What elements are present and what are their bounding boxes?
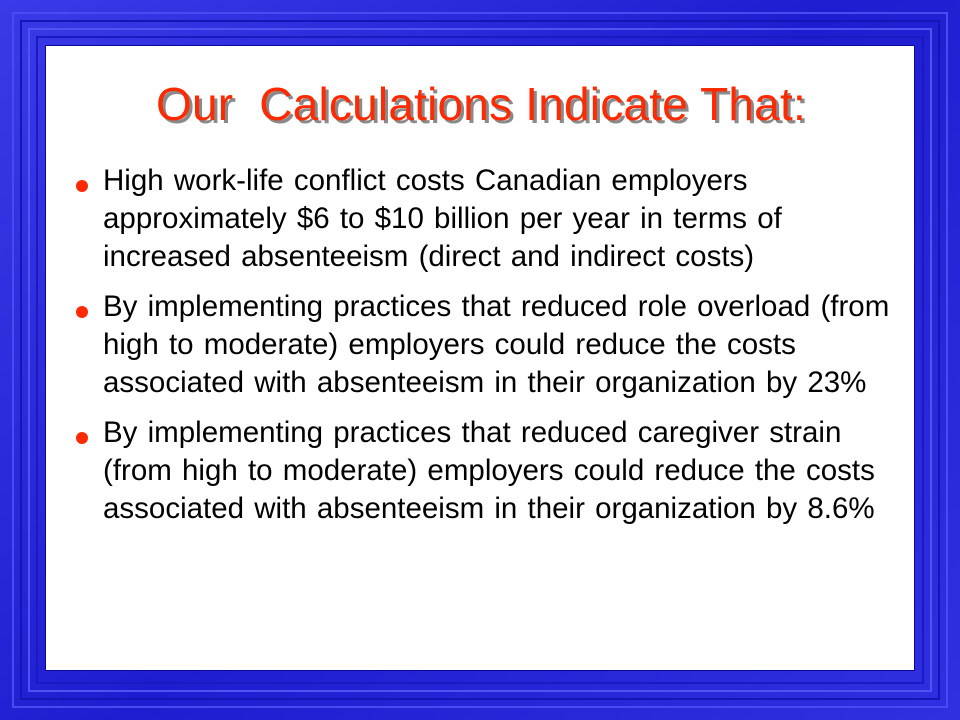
- bullet-dot-icon: [76, 306, 88, 318]
- bullet-dot-icon: [76, 180, 88, 192]
- bullet-dot-icon: [76, 432, 88, 444]
- bullet-text: By implementing practices that reduced role overload (from high to moderate) employers could reduce the costs associated with absenteeism in their organization by 23%: [103, 290, 890, 399]
- slide-title: Our Calculations Indicate That:: [156, 78, 806, 130]
- bullet-item: [76, 162, 906, 276]
- bullet-item: [76, 414, 906, 528]
- bullet-list: [76, 162, 906, 540]
- bullet-text: High work-life conflict costs Canadian employers approximately $6 to $10 billion per year in terms of increased absenteeism (direct and indirect costs): [103, 164, 782, 273]
- bullet-item: [76, 288, 906, 402]
- content-panel: [45, 45, 915, 671]
- bullet-text: By implementing practices that reduced caregiver strain (from high to moderate) employers could reduce the costs associated with absenteeism in their organization by 8.6%: [103, 416, 875, 525]
